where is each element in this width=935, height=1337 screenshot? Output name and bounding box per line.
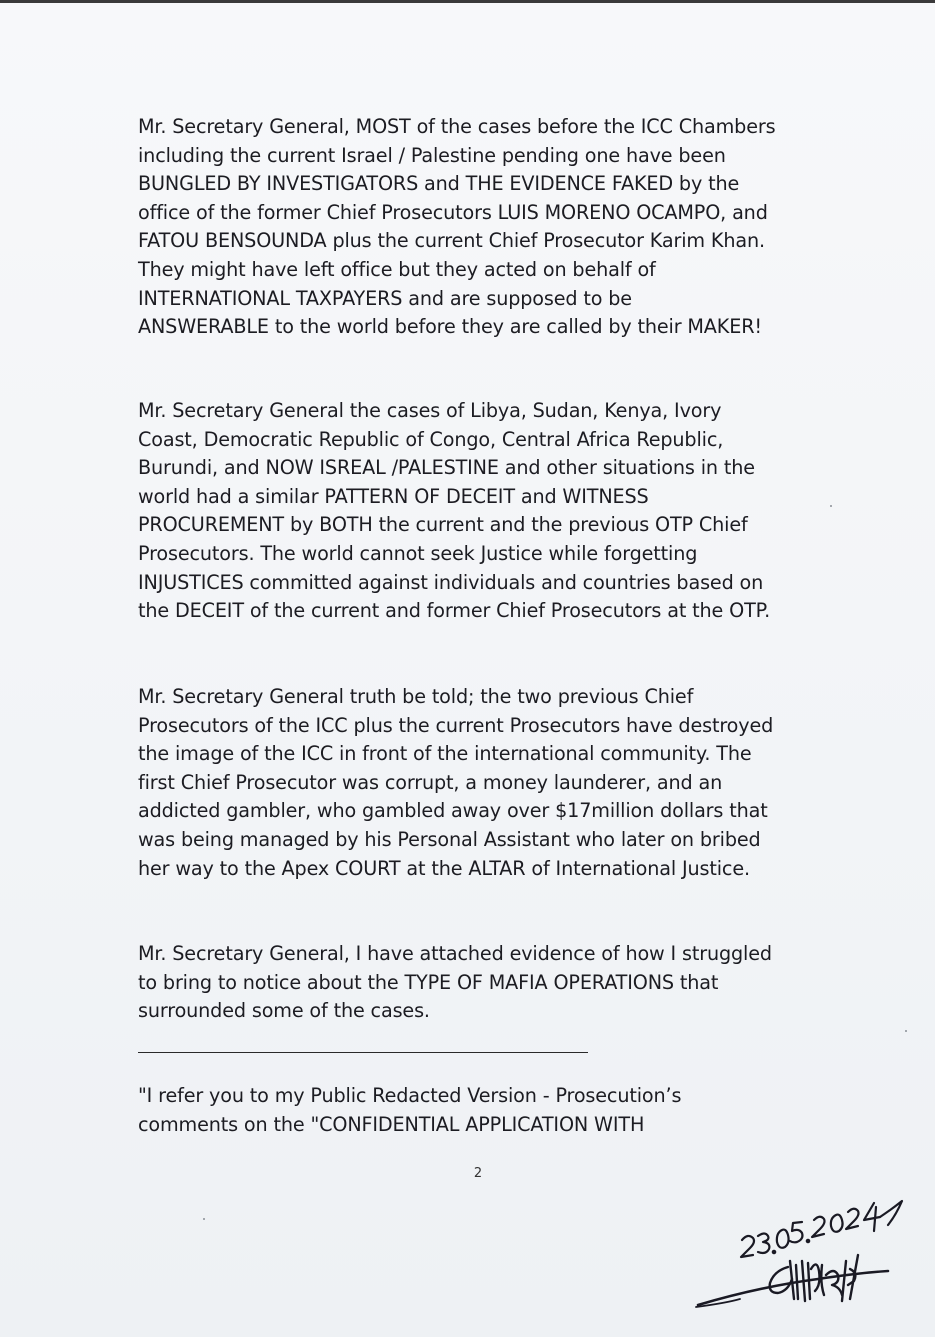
text-line: her way to the Apex COURT at the ALTAR of International Justice.: [138, 856, 750, 880]
text-line: office of the former Chief Prosecutors LUIS MORENO OCAMPO, and: [138, 200, 768, 224]
footnote-line: comments on the "CONFIDENTIAL APPLICATION WITH: [138, 1112, 645, 1136]
text-line: addicted gambler, who gambled away over $17million dollars that: [138, 799, 768, 823]
scan-top-edge: [0, 0, 935, 3]
text-line: BUNGLED BY INVESTIGATORS and THE EVIDENCE FAKED by the: [138, 172, 740, 196]
text-line: to bring to notice about the TYPE OF MAFIA OPERATIONS that: [138, 970, 719, 994]
text-line: Burundi, and NOW ISREAL /PALESTINE and other situations in the: [138, 456, 755, 480]
text-line: the image of the ICC in front of the international community. The: [138, 742, 752, 766]
signature-scribble: [770, 1255, 858, 1301]
footnote-line: "I refer you to my Public Redacted Version - Prosecution’s: [138, 1084, 682, 1107]
scan-speck: [830, 505, 832, 507]
text-line: PROCUREMENT by BOTH the current and the previous OTP Chief: [138, 513, 748, 537]
paragraph-chief-prosecutors: [138, 683, 828, 883]
text-line: INTERNATIONAL TAXPAYERS and are supposed to be: [138, 286, 632, 310]
text-line: Mr. Secretary General, MOST of the cases before the ICC Chambers: [138, 115, 776, 138]
text-line: world had a similar PATTERN OF DECEIT and WITNESS: [138, 484, 649, 508]
footnote-separator: [138, 1052, 588, 1053]
text-line: Prosecutors of the ICC plus the current Prosecutors have destroyed: [138, 713, 774, 737]
text-line: INJUSTICES committed against individuals and countries based on: [138, 570, 764, 594]
paragraph-pattern-of-deceit: [138, 397, 828, 626]
text-line: surrounded some of the cases.: [138, 999, 430, 1023]
page-number: 2: [473, 1166, 483, 1181]
handwritten-signature: [690, 1195, 920, 1320]
text-line: including the current Israel / Palestine pending one have been: [138, 143, 726, 167]
text-line: the DECEIT of the current and former Chief Prosecutors at the OTP.: [138, 599, 771, 623]
scan-speck: [203, 1218, 205, 1220]
scan-speck: [905, 1030, 907, 1032]
text-line: Mr. Secretary General the cases of Libya, Sudan, Kenya, Ivory: [138, 399, 722, 422]
text-line: Mr. Secretary General truth be told; the two previous Chief: [138, 685, 694, 708]
paragraph-attached-evidence: [138, 940, 828, 1026]
paragraph-icc-cases: [138, 113, 828, 342]
text-line: was being managed by his Personal Assistant who later on bribed: [138, 827, 761, 851]
text-line: Mr. Secretary General, I have attached evidence of how I struggled: [138, 942, 772, 965]
text-line: first Chief Prosecutor was corrupt, a money launderer, and an: [138, 770, 723, 794]
handwritten-date: [741, 1201, 902, 1257]
text-line: FATOU BENSOUNDA plus the current Chief Prosecutor Karim Khan.: [138, 229, 765, 253]
text-line: Coast, Democratic Republic of Congo, Central Africa Republic,: [138, 427, 724, 451]
footnote: [138, 1082, 828, 1139]
text-line: ANSWERABLE to the world before they are called by their MAKER!: [138, 315, 762, 339]
text-line: Prosecutors. The world cannot seek Justice while forgetting: [138, 541, 698, 565]
text-line: They might have left office but they acted on behalf of: [138, 257, 656, 281]
